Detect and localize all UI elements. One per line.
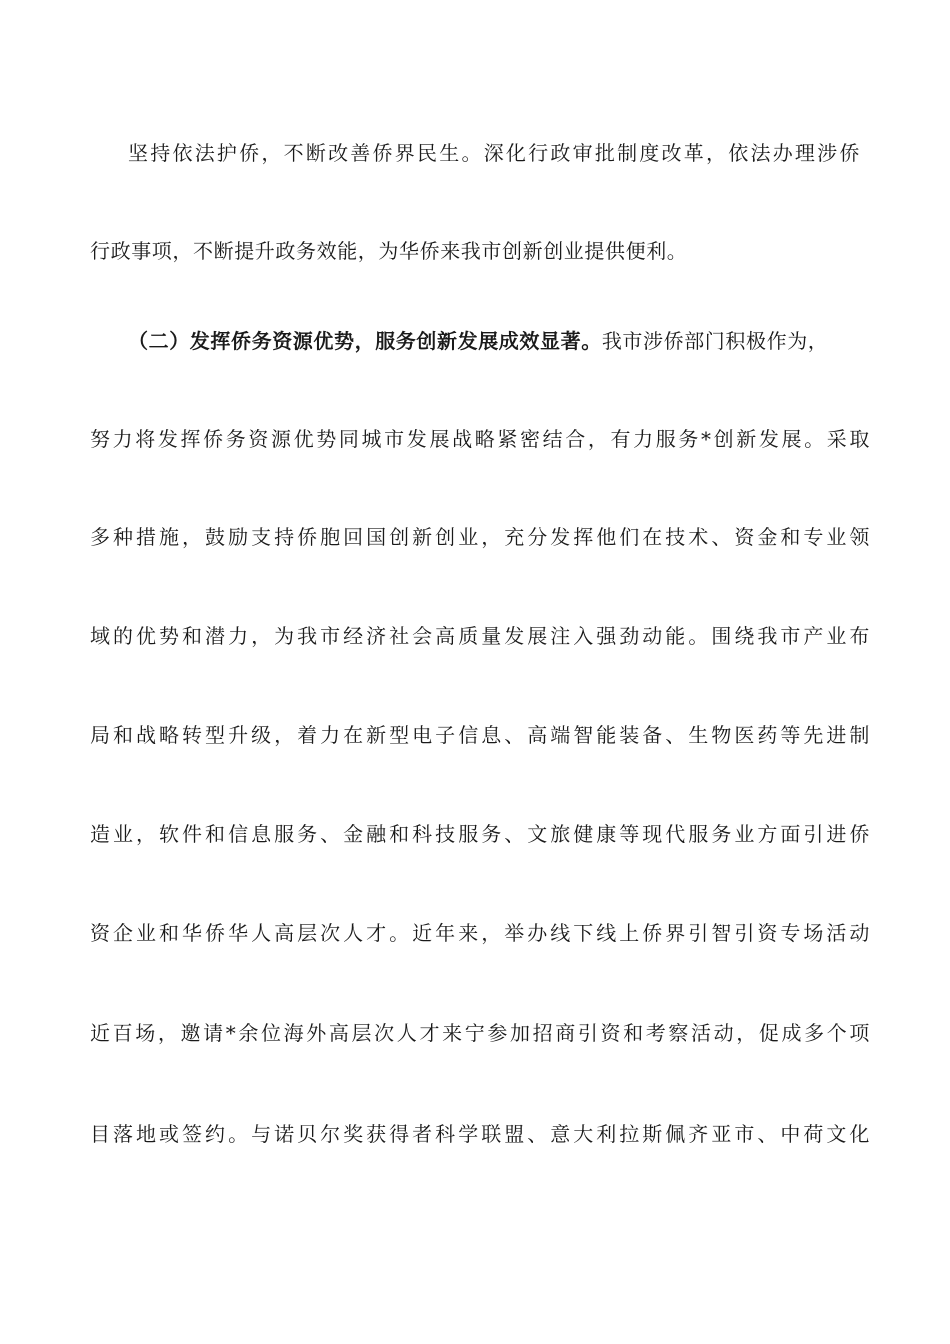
section-line [128, 327, 876, 355]
section-lead: 我市涉侨部门积极作为， [601, 329, 829, 353]
paragraph-line-8: 资企业和华侨华人高层次人才。近年来，举办线下线上侨界引智引资专场活动 [90, 921, 870, 945]
paragraph-line-4: 多种措施，鼓励支持侨胞回国创新创业，充分发挥他们在技术、资金和专业领 [90, 525, 870, 549]
paragraph-line-2: 行政事项，不断提升政务效能，为华侨来我市创新创业提供便利。 [90, 239, 688, 263]
section-heading: （二）发挥侨务资源优势，服务创新发展成效显著。 [128, 329, 602, 353]
paragraph-line-3: 努力将发挥侨务资源优势同城市发展战略紧密结合，有力服务*创新发展。采取 [90, 427, 870, 451]
paragraph-line-5: 域的优势和潜力，为我市经济社会高质量发展注入强劲动能。围绕我市产业布 [90, 624, 870, 648]
paragraph-line-9: 近百场，邀请*余位海外高层次人才来宁参加招商引资和考察活动，促成多个项 [90, 1021, 870, 1045]
paragraph-line-6: 局和战略转型升级，着力在新型电子信息、高端智能装备、生物医药等先进制 [90, 723, 870, 747]
paragraph-line-1: 坚持依法护侨，不断改善侨界民生。深化行政审批制度改革，依法办理涉侨 [128, 141, 860, 165]
paragraph-line-10: 目落地或签约。与诺贝尔奖获得者科学联盟、意大利拉斯佩齐亚市、中荷文化 [90, 1122, 870, 1146]
paragraph-line-7: 造业，软件和信息服务、金融和科技服务、文旅健康等现代服务业方面引进侨 [90, 822, 870, 846]
